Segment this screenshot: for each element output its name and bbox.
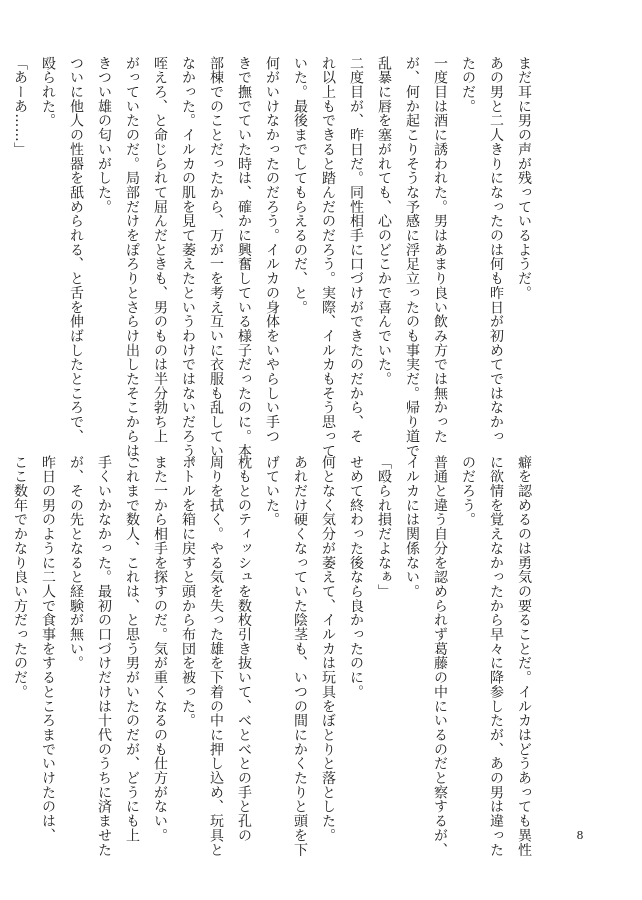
text-line [0,56,6,436]
text-line: ここ数年でかなり良い方だったのだ。 [12,455,28,699]
text-line: 殴られた。 [40,56,56,128]
text-line: げていた。 [264,455,280,527]
text-line: いた。最後までしてもらえるのだ、と。 [292,56,308,315]
text-line: 何がいけなかったのだろう。イルカの身体をいやらしい手つ [264,56,280,444]
text-line: 普通と違う自分を認められず葛藤の中にいるのだと察するが、 [432,455,448,857]
text-line: 「あーあ……」 [12,56,28,157]
text-line [0,455,6,835]
text-line: これまで数人、これは、と思う男がいたのだが、どうにも上 [124,455,140,843]
text-line: 二度目が、昨日だ。同性相手に口づけができたのだから、そ [348,56,364,444]
text-line: きつい雄の匂いがした。 [96,56,112,214]
page-number: 8 [576,829,584,842]
text-line: が、その先となると経験が無い。 [68,455,84,671]
text-line: たのだ。 [460,56,476,114]
text-line: 手くいかなかった。最初の口づけだけは十代のうちに済ませた [96,455,112,857]
lower-text-block [12,455,538,857]
text-line: まだ耳に男の声が残っているようだ。 [516,56,532,300]
text-line: 「殴られ損だよなぁ」 [376,455,392,599]
text-line: きで撫でていた時は、確かに興奮している様子だったのに。本 [236,56,252,458]
upper-text-block [12,56,538,473]
text-line: 咥えろ、と命じられて屈んだときも、男のものは半分勃ち上 [152,56,168,444]
text-line: 癖を認めるのは勇気の要ることだ。イルカはどうあっても異性 [516,455,532,857]
text-line: 部棟でのことだったから、万が一を考え互いに衣服も乱してい [208,56,224,458]
text-line: がっていたのだ。局部だけをぽろりとさらけ出したそこからは、 [124,56,140,473]
text-line: イルカには関係ない。 [404,455,420,599]
text-line: に欲情を覚えなかったから早々に降参したが、あの男は違った [488,455,504,857]
text-line: なかった。イルカの肌を見て萎えたというわけではないだろう。 [180,56,196,473]
text-line: のだろう。 [460,455,476,527]
text-line: 何となく気分が萎えて、イルカは玩具をぼとりと落とした。 [320,455,336,843]
text-line: れ以上もできると踏んだのだろう。実際、イルカもそう思って [320,56,336,458]
text-line: あの男と二人きりになったのは何も昨日が初めてではなかっ [488,56,504,444]
text-line: ボトルを箱に戻すと頭から布団を被った。 [180,455,196,728]
text-line: 枕もとのティッシュを数枚引き抜いて、べとべとの手と孔の [236,455,252,843]
text-line: 一度目は酒に誘われた。男はあまり良い飲み方では無かった [432,56,448,444]
text-line: ついに他人の性器を舐められる、と舌を伸ばしたところで、 [68,56,84,444]
text-line: せめて終わった後なら良かったのに。 [348,455,364,699]
text-line: あれだけ硬くなっていた陰茎も、いつの間にかくたりと頭を下 [292,455,308,857]
text-line: また一から相手を探すのだ。気が重くなるのも仕方がない。 [152,455,168,843]
text-line: が、何か起こりそうな予感に浮足立ったのも事実だ。帰り道で [404,56,420,458]
text-line: 周りを拭く。やる気を失った雄を下着の中に押し込め、玩具と [208,455,224,857]
text-line: 昨日の男のように二人で食事をするところまでいけたのは、 [40,455,56,843]
text-line: 乱暴に唇を塞がれても、心のどこかで喜んでいた。 [376,56,392,387]
